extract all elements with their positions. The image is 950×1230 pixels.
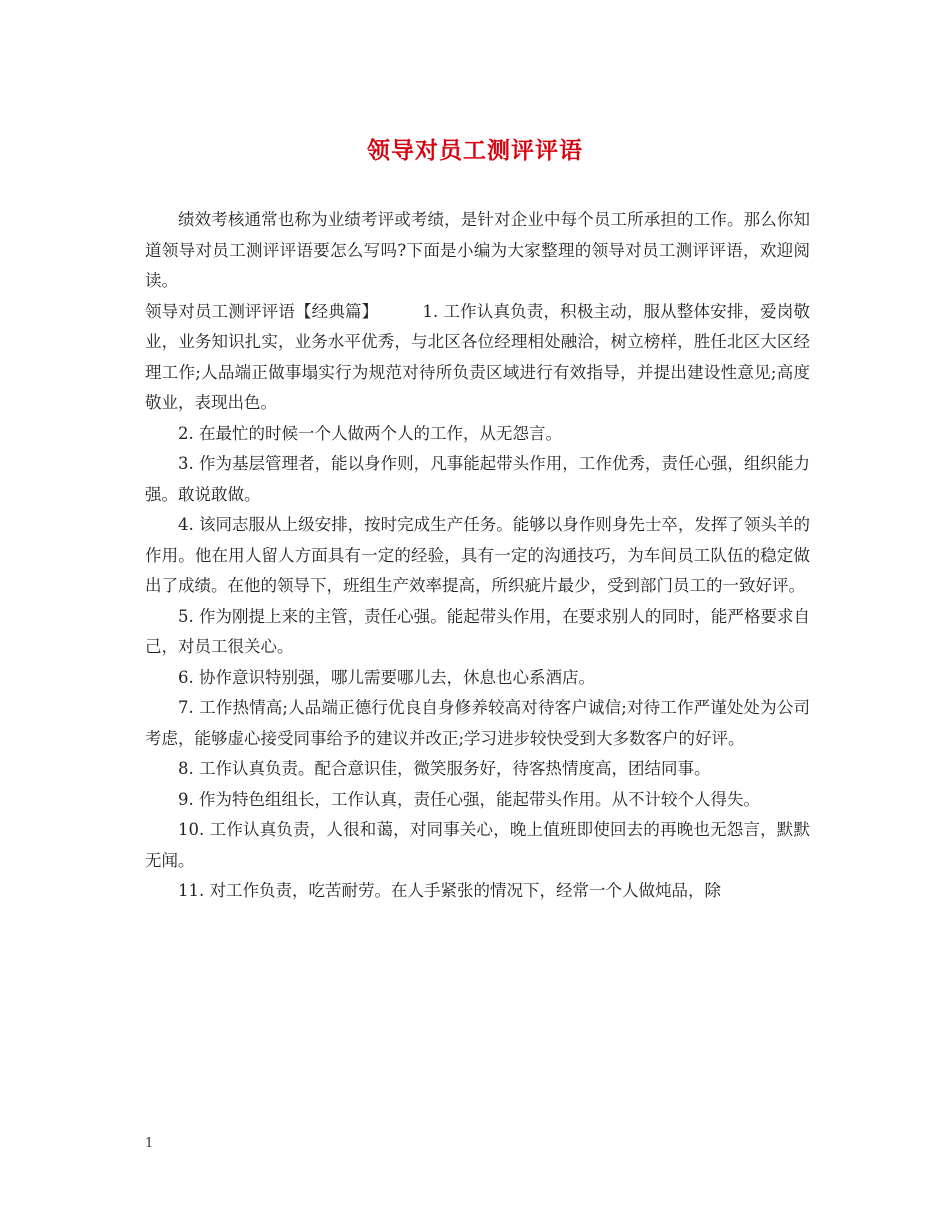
document-title: 领导对员工测评评语 [367,137,583,164]
list-item-9: 9. 作为特色组组长，工作认真，责任心强，能起带头作用。从不计较个人得失。 [178,789,760,809]
list-item-1: 1. 工作认真负责，积极主动，服从整体安排，爱岗敬业，业务知识扎实，业务水平优秀，与北区各位经理相处融洽，树立榜样，胜任北区大区经理工作;人品端正做事塌实行为规范对待所负责区域进行有效指导，并提出建设性意见;高度敬业，表现出色。 [145,301,810,412]
list-item-2: 2. 在最忙的时候一个人做两个人的工作，从无怨言。 [178,423,562,443]
document-body [145,205,810,907]
list-item-6: 6. 协作意识特别强，哪儿需要哪儿去，休息也心系酒店。 [178,667,595,687]
list-item-8: 8. 工作认真负责。配合意识佳，微笑服务好，待客热情度高，团结同事。 [178,759,711,778]
list-item-5: 5. 作为刚提上来的主管，责任心强。能起带头作用，在要求别人的同时，能严格要求自己，对员工很关心。 [145,606,810,656]
list-item-10: 10. 工作认真负责，人很和蔼，对同事关心，晚上值班即使回去的再晚也无怨言，默默无闻。 [145,820,810,870]
section-heading: 领导对员工测评评语【经典篇】 [145,301,379,321]
page-number: 1 [145,1136,154,1151]
list-item-7: 7. 工作热情高;人品端正德行优良自身修养较高对待客户诚信;对待工作严谨处处为公司考虑，能够虚心接受同事给予的建议并改正;学习进步较快受到大多数客户的好评。 [145,698,810,748]
list-item-3: 3. 作为基层管理者，能以身作则，凡事能起带头作用，工作优秀，责任心强，组织能力强。敢说敢做。 [145,454,810,504]
intro-paragraph: 绩效考核通常也称为业绩考评或考绩，是针对企业中每个员工所承担的工作。那么你知道领导对员工测评评语要怎么写吗?下面是小编为大家整理的领导对员工测评评语，欢迎阅读。 [145,210,810,290]
section-heading-paragraph [145,297,810,419]
list-item-11: 11. 对工作负责，吃苦耐劳。在人手紧张的情况下，经常一个人做炖品，除 [178,881,721,900]
list-item-4: 4. 该同志服从上级安排，按时完成生产任务。能够以身作则身先士卒，发挥了领头羊的作用。他在用人留人方面具有一定的经验，具有一定的沟通技巧，为车间员工队伍的稳定做出了成绩。在他的领导下，班组生产效率提高，所织疵片最少，受到部门员工的一致好评。 [145,515,810,595]
